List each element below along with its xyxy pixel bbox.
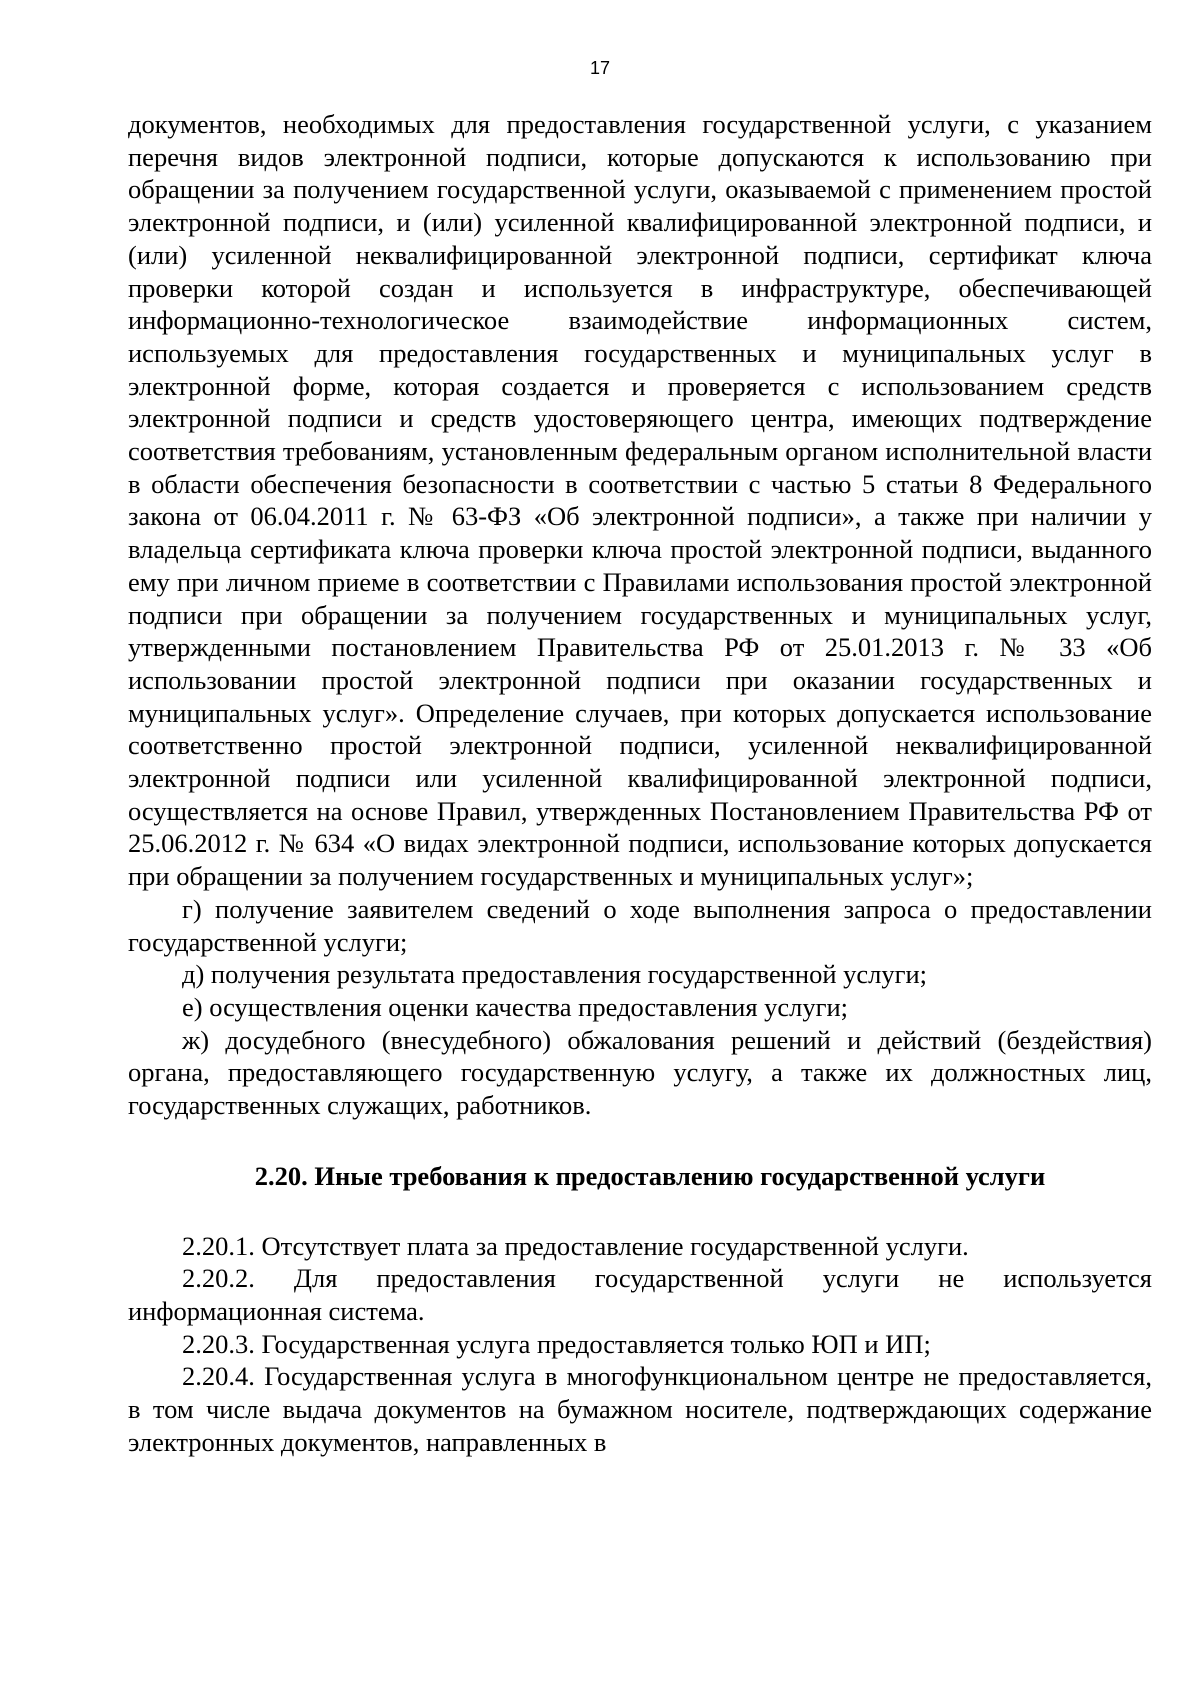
list-item-g: г) получение заявителем сведений о ходе выполнения запроса о предоставлении государственной услуги; xyxy=(128,893,1152,957)
paragraph-continuation: документов, необходимых для предоставления государственной услуги, с указанием перечня видов электронной подписи, которые допускаются к использованию при обращении за получением государственной услуги, оказываемой с применением простой электронной подписи, и (или) усиленной квалифицированной электронной подписи, и (или) усиленной неквалифицированной электронной подписи, сертификат ключа проверки которой создан и используется в инфраструктуре, обеспечивающей информационно-технологическое взаимодействие информационных систем, используемых для предоставления государственных и муниципальных услуг в электронной форме, которая создается и проверяется с использованием средств электронной подписи и средств удостоверяющего центра, имеющих подтверждение соответствия требованиям, установленным федеральным органом исполнительной власти в области обеспечения безопасности в соответствии с частью 5 статьи 8 Федерального закона от 06.04.2011 г. № 63-ФЗ «Об электронной подписи», а также при наличии у владельца сертификата ключа проверки ключа простой электронной подписи, выданного ему при личном приеме в соответствии с Правилами использования простой электронной подписи при обращении за получением государственных и муниципальных услуг, утвержденными постановлением Правительства РФ от 25.01.2013 г. № 33 «Об использовании простой электронной подписи при оказании государственных и муниципальных услуг». Определение случаев, при которых допускается использование соответственно простой электронной подписи, усиленной неквалифицированной электронной подписи или усиленной квалифицированной электронной подписи, осуществляется на основе Правил, утвержденных Постановлением Правительства РФ от 25.06.2012 г. № 634 «О видах электронной подписи, использование которых допускается при обращении за получением государственных и муниципальных услуг»; xyxy=(128,109,1152,892)
clause-2-20-3: 2.20.3. Государственная услуга предоставляется только ЮП и ИП; xyxy=(182,1328,931,1359)
clause-2-20-1: 2.20.1. Отсутствует плата за предоставление государственной услуги. xyxy=(182,1230,969,1261)
list-item-e: е) осуществления оценки качества предоставления услуги; xyxy=(182,991,849,1022)
clause-2-20-2: 2.20.2. Для предоставления государственной услуги не используется информационная система. xyxy=(128,1263,1152,1326)
clause-2-20-4: 2.20.4. Государственная услуга в многофункциональном центре не предоставляется, в том числе выдача документов на бумажном носителе, подтверждающих содержание электронных документов, направленных в xyxy=(128,1361,1152,1457)
list-item-d: д) получения результата предоставления государственной услуги; xyxy=(182,959,928,990)
page-number: 17 xyxy=(589,58,611,78)
section-heading: 2.20. Иные требования к предоставлению государственной услуги xyxy=(254,1160,1046,1191)
document-body xyxy=(128,108,1152,1458)
list-item-zh: ж) досудебного (внесудебного) обжалования решений и действий (бездействия) органа, предоставляющего государственную услугу, а также их должностных лиц, государственных служащих, работников. xyxy=(128,1024,1152,1121)
